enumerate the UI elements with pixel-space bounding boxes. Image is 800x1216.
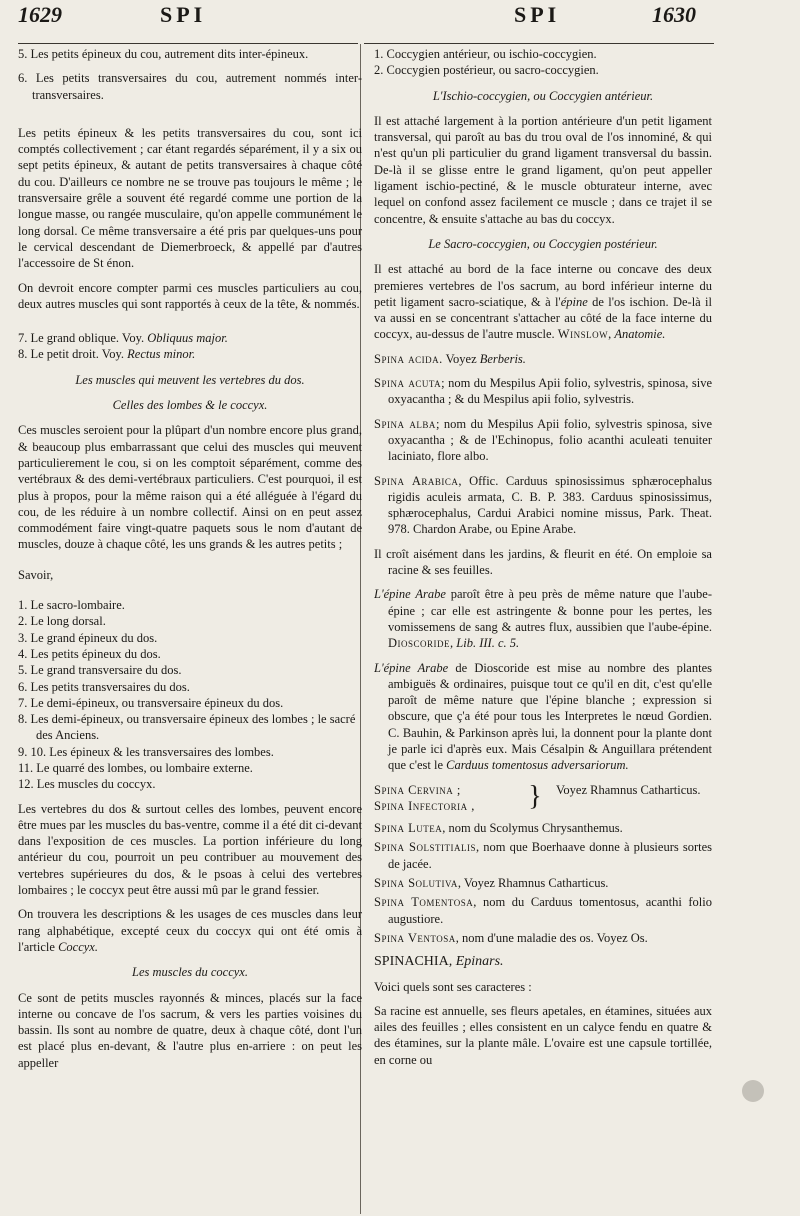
list-item: 5. Le grand transversaire du dos. [18,663,182,678]
list-item: 12. Les muscles du coccyx. [18,777,156,792]
entry-spina-lutea: Spina Lutea, nom du Scolymus Chrysanthemus. [374,821,623,836]
paragraph: Les vertebres du dos & surtout celles des lombes, peuvent encore être mues par les muscles du bas-ventre, comme il a été dit ci-devant dans l'exposition de ces muscles. La portion inférieure du long antérieur du cou, pourroit un peu contribuer au mouvement des vertebres supérieures du dos, & le psoas à celui des vertebres lombaires ; le coccyx peut être aussi mû par le grand fessier. [18,801,362,898]
list-item: 1. Le sacro-lombaire. [18,598,125,613]
entry-spina-arabica: Spina Arabica, Offic. Carduus spinosissimus sphærocephalus rigidis aculeis armata, C. B. P. 383. Carduus spinosissimus, sphærocephalus, Cardui Arabici nomine missus, Park. Theat. 978. Chardon Arabe, ou Epine Arabe. [374,473,712,537]
ink-blot [742,1080,764,1102]
entry-spina-solutiva: Spina Solutiva, Voyez Rhamnus Catharticus. [374,876,609,891]
list-item: 1. Coccygien antérieur, ou ischio-coccygien. [374,47,597,61]
header-rule-right [364,43,714,44]
paragraph: Il est attaché largement à la portion antérieure d'un petit ligament transversal, qui paroît au bas du trou oval de l'os innominé, & qui n'est qu'un pli particulier du grand ligament transversal du bassin. De-là il se glisse entre le grand ligament, qu'on peut appeller ligament ischio-pectiné, & le muscle obturateur interne, avec lequel on confond assez facilement ce muscle ; dans ce trajet il se concentre, & ensuite s'attache au bas du coccyx. [374,113,712,226]
running-head-right: SPI [514,2,561,27]
paragraph: Il est attaché au bord de la face interne ou concave des deux premieres vertebres de l'os sacrum, au bord inférieur interne du petit ligament sacro-sciatique, & à l'épine de l'os ischion. De-là il va aussi en se concentrant s'attacher au côté de la face interne du coccyx, au-dessus de l'autre muscle. Winslow, Anatomie. [374,262,712,342]
list-item: 8. Les demi-épineux, ou transversaire épineux des lombes ; le sacré des Anciens. [18,712,356,743]
brace-icon: } [528,780,542,812]
list-item: 11. Le quarré des lombes, ou lombaire externe. [18,760,253,775]
entry-spina-acuta: Spina acuta; nom du Mespilus Apii folio, sylvestris, spinosa, sive oxyacantha ; & du Mespilus apii folio, sylvestris. [374,376,712,407]
cross-reference: Voyez Rhamnus Catharticus. [556,782,701,797]
entry-spina-alba: Spina alba; nom du Mespilus Apii folio, sylvestris spinosa, sive oxyacantha ; & de l'Echinopus, folio acanthi aculeati tenuiter laciniato, flore albo. [374,416,712,464]
paragraph: L'épine Arabe de Dioscoride est mise au nombre des plantes ambiguës & ordinaires, puisque tout ce qu'il en dit, c'est qu'elle paroît de même nature que l'épine blanche ; expression si obscure, que ç'a été pour tous les Interpretes le nœud Gordien. C. Bauhin, & Parkinson après lui, la donnent pour la plante dont je parle ici d'après eux. Mais Césalpin & Anguillara prétendent que c'est le Carduus tomentosus adversariorum. [374,660,712,773]
section-heading: Le Sacro-coccygien, ou Coccygien postérieur. [428,236,658,251]
entry-spina-solstitialis: Spina Solstitialis, nom que Boerhaave donne à plusieurs sortes de jacée. [374,840,712,871]
paragraph: On trouvera les descriptions & les usages de ces muscles dans leur rang alphabétique, excepté ceux du coccyx qui ont été omis à l'article Coccyx. [18,907,362,954]
entry-spina-cervina-infectoria [374,782,712,815]
list-item: 2. Coccygien postérieur, ou sacro-coccygien. [374,63,599,78]
list-item: 9. 10. Les épineux & les transversaires des lombes. [18,744,274,759]
entry-spina-tomentosa: Spina Tomentosa, nom du Carduus tomentosus, acanthi folio augustiore. [374,895,712,926]
page-number-right: 1630 [652,2,696,27]
paragraph: Ce sont de petits muscles rayonnés & minces, placés sur la face interne ou concave de l'os sacrum, & vers les parties voisines du bassin. Ils sont au nombre de quatre, deux à chaque côté, dont l'un est placé plus en-devant, & l'autre plus en-arriere : on peut les appeller [18,990,362,1070]
entry-term: Spina Cervina ; [374,782,461,797]
entry-term: Spina Infectoria , [374,798,475,813]
list-item: 8. Le petit droit. Voy. Rectus minor. [18,347,196,362]
section-heading: L'Ischio-coccygien, ou Coccygien antérieur. [432,88,654,103]
paragraph: Sa racine est annuelle, ses fleurs apetales, en étamines, situées aux ailes des feuilles ; elles consistent en un calyce fendu en quatre & des étamines, sur la plante mâle. L'ovaire est une capsule tortillée, en corne ou [374,1003,712,1067]
paragraph: Les petits épineux & les petits transversaires du cou, sont ici comptés collectivement ; car étant regardés séparément, il y a six ou sept petits épineux, & autant de petits transversaires à chaque côté du cou. D'ailleurs ce nombre ne se trouve pas toujours le même ; le transversaire grêle a souvent été regardé comme une portion de la longue masse, ou rangée musculaire, qu'on appelle communément le long dorsal. Ce même transversaire a été pris par quelques-uns pour le cervical descendant de Diemerbroeck, & appellé par d'autres l'accessoire de St énon. [18,125,362,271]
list-item: 6. Les petits transversaires du dos. [18,679,190,694]
running-head-left: SPI [160,2,207,27]
entry-spina-acida: Spina acida. Voyez Berberis. [374,351,526,366]
page-number-left: 1629 [18,2,62,27]
list-item: 4. Les petits épineux du dos. [18,646,161,661]
list-item: 7. Le demi-épineux, ou transversaire épineux du dos. [18,695,284,710]
paragraph: Voici quels sont ses caracteres : [374,979,532,994]
paragraph: On devroit encore compter parmi ces muscles particuliers au cou, deux autres muscles qui sont rapportés à ceux de la tête, & nommés. [18,280,362,311]
entry-spina-ventosa: Spina Ventosa, nom d'une maladie des os. Voyez Os. [374,930,648,945]
section-heading: Les muscles qui meuvent les vertebres du dos. [75,372,305,387]
header-rule-left [18,43,358,44]
entry-spinachia: SPINACHIA, Epinars. [374,954,504,970]
left-column [18,46,362,1214]
paragraph: Savoir, [18,567,54,582]
section-heading: Celles des lombes & le coccyx. [112,398,268,413]
muscle-list [18,597,362,793]
right-column [374,46,712,1214]
list-item: 3. Le grand épineux du dos. [18,630,158,645]
section-heading: Les muscles du coccyx. [132,965,248,980]
paragraph: Ces muscles seroient pour la plûpart d'un nombre encore plus grand, & beaucoup plus embarrassant que celui des muscles qui meuvent particulierement le cou, si on les comptoit séparément, comme des vertébraux & des demi-vertébraux particuliers. C'est pourquoi, il est plus à propos, pour la même raison qui a été alléguée à l'égard du cou, de les réduire à un nombre collectif. Ainsi on en peut assez commodément faire vingt-quatre paquets sous le nom d'autant de muscles, douze à chaque côté, les uns grands & les autres petits ; [18,423,362,552]
list-item: 7. Le grand oblique. Voy. Obliquus major. [18,331,228,346]
list-item: 2. Le long dorsal. [18,614,106,629]
paragraph: Il croît aisément dans les jardins, & fleurit en été. On emploie sa racine & ses feuilles. [374,546,712,578]
list-item: 6. Les petits transversaires du cou, autrement nommés inter-transversaires. [18,71,362,102]
paragraph: L'épine Arabe paroît être à peu près de même nature que l'aube-épine ; car elle est astringente & bonne pour les pertes, les vomissemens de sang & autres flux, aussibien que l'aube-épine. Dioscoride, Lib. III. c. 5. [374,587,712,651]
list-item: 5. Les petits épineux du cou, autrement dits inter-épineux. [18,47,309,61]
